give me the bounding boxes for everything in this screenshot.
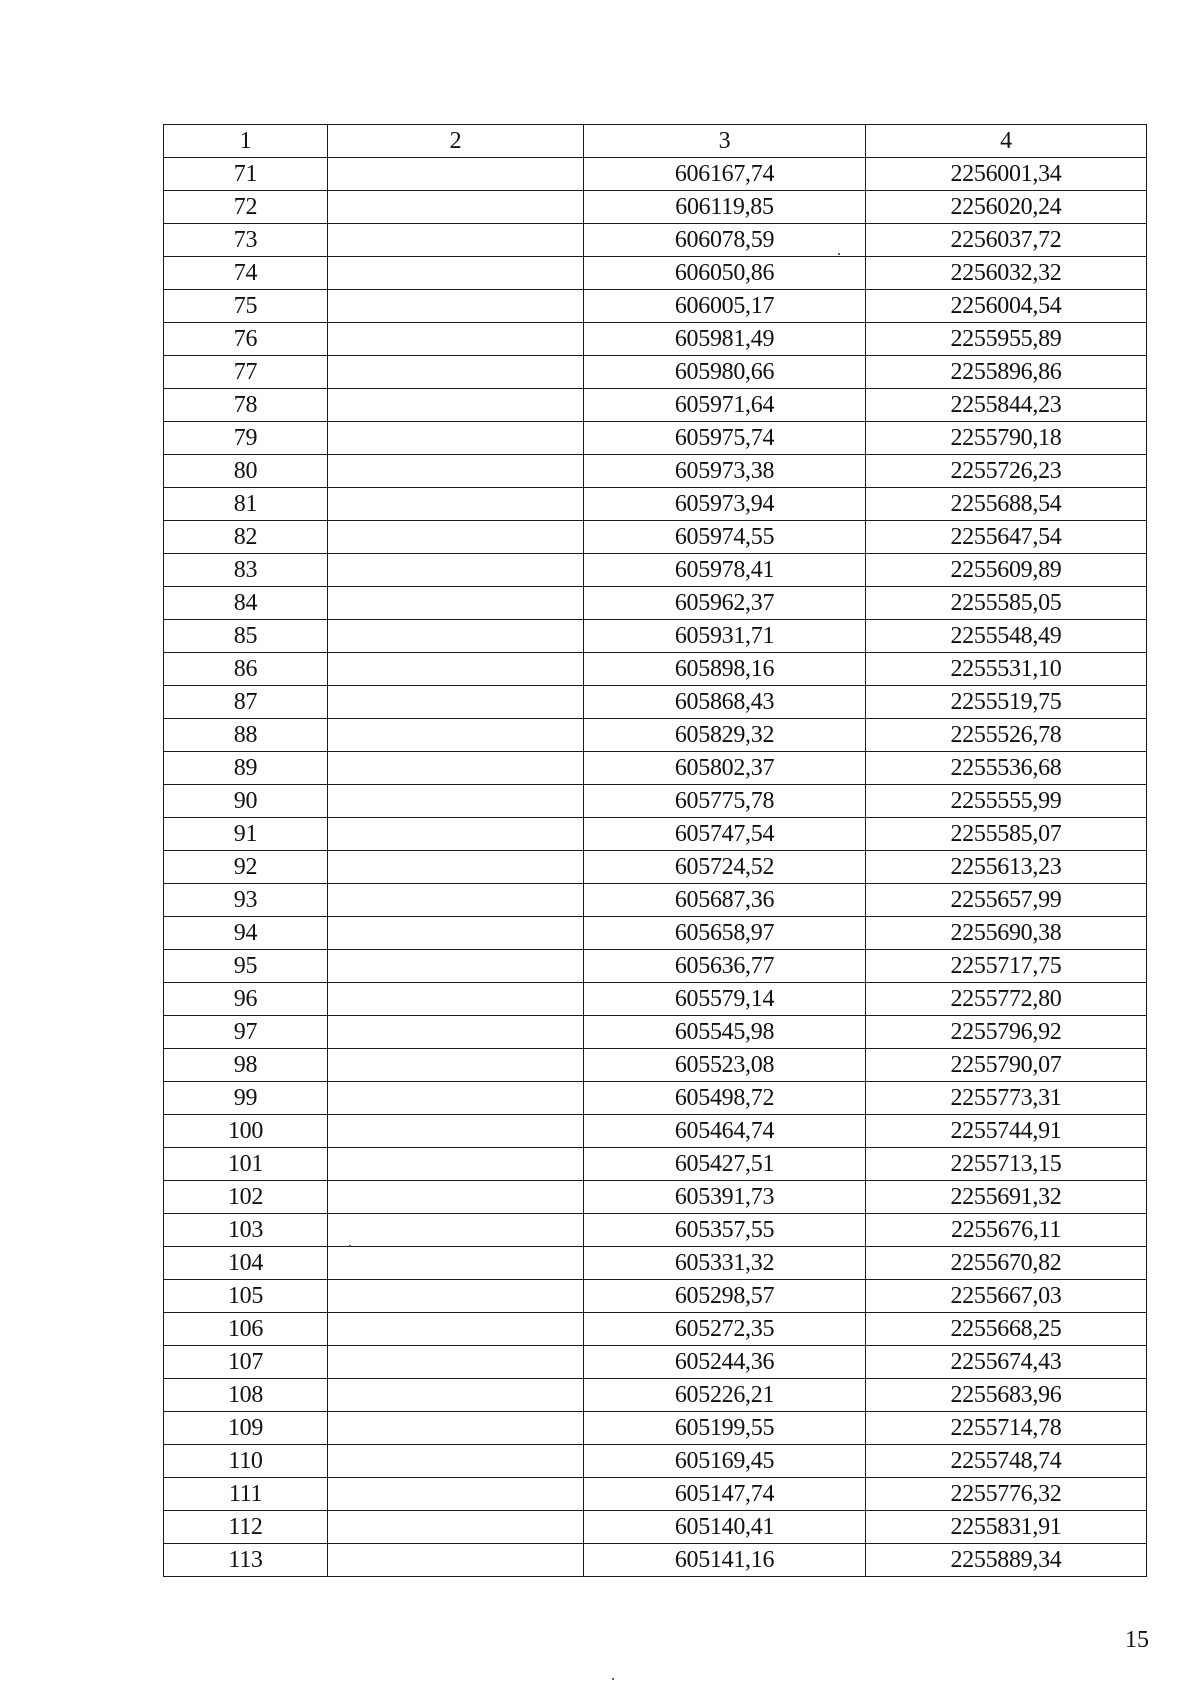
point-number-cell: 86 <box>164 653 328 686</box>
description-cell <box>328 290 584 323</box>
point-number-cell: 81 <box>164 488 328 521</box>
description-cell <box>328 950 584 983</box>
y-coordinate-cell: 2255526,78 <box>866 719 1147 752</box>
point-number-cell: 94 <box>164 917 328 950</box>
y-coordinate-cell: 2255772,80 <box>866 983 1147 1016</box>
y-coordinate-cell: 2255674,43 <box>866 1346 1147 1379</box>
description-cell <box>328 1478 584 1511</box>
y-coordinate-cell: 2255683,96 <box>866 1379 1147 1412</box>
y-coordinate-cell: 2255690,38 <box>866 917 1147 950</box>
coordinates-table <box>163 124 1147 1577</box>
description-cell <box>328 1214 584 1247</box>
table-row <box>164 1412 1147 1445</box>
point-number-cell: 78 <box>164 389 328 422</box>
x-coordinate-cell: 605975,74 <box>584 422 866 455</box>
table-row <box>164 686 1147 719</box>
x-coordinate-cell: 606078,59 <box>584 224 866 257</box>
table-row <box>164 455 1147 488</box>
y-coordinate-cell: 2255657,99 <box>866 884 1147 917</box>
x-coordinate-cell: 605973,38 <box>584 455 866 488</box>
y-coordinate-cell: 2255585,05 <box>866 587 1147 620</box>
table-row <box>164 257 1147 290</box>
y-coordinate-cell: 2255668,25 <box>866 1313 1147 1346</box>
point-number-cell: 109 <box>164 1412 328 1445</box>
table-row <box>164 1082 1147 1115</box>
point-number-cell: 102 <box>164 1181 328 1214</box>
point-number-cell: 100 <box>164 1115 328 1148</box>
description-cell <box>328 719 584 752</box>
table-row <box>164 587 1147 620</box>
y-coordinate-cell: 2255955,89 <box>866 323 1147 356</box>
x-coordinate-cell: 605272,35 <box>584 1313 866 1346</box>
point-number-cell: 107 <box>164 1346 328 1379</box>
y-coordinate-cell: 2255748,74 <box>866 1445 1147 1478</box>
point-number-cell: 90 <box>164 785 328 818</box>
y-coordinate-cell: 2255536,68 <box>866 752 1147 785</box>
description-cell <box>328 554 584 587</box>
table-row <box>164 917 1147 950</box>
y-coordinate-cell: 2256032,32 <box>866 257 1147 290</box>
description-cell <box>328 884 584 917</box>
column-header-2: 2 <box>328 125 584 158</box>
point-number-cell: 110 <box>164 1445 328 1478</box>
y-coordinate-cell: 2255609,89 <box>866 554 1147 587</box>
description-cell <box>328 1313 584 1346</box>
x-coordinate-cell: 605962,37 <box>584 587 866 620</box>
y-coordinate-cell: 2255717,75 <box>866 950 1147 983</box>
x-coordinate-cell: 605427,51 <box>584 1148 866 1181</box>
description-cell <box>328 1115 584 1148</box>
x-coordinate-cell: 606119,85 <box>584 191 866 224</box>
point-number-cell: 74 <box>164 257 328 290</box>
table-row <box>164 422 1147 455</box>
point-number-cell: 84 <box>164 587 328 620</box>
y-coordinate-cell: 2255744,91 <box>866 1115 1147 1148</box>
point-number-cell: 92 <box>164 851 328 884</box>
x-coordinate-cell: 605971,64 <box>584 389 866 422</box>
point-number-cell: 88 <box>164 719 328 752</box>
point-number-cell: 113 <box>164 1544 328 1577</box>
table-row <box>164 653 1147 686</box>
x-coordinate-cell: 605974,55 <box>584 521 866 554</box>
x-coordinate-cell: 605724,52 <box>584 851 866 884</box>
x-coordinate-cell: 605973,94 <box>584 488 866 521</box>
column-header-3: 3 <box>584 125 866 158</box>
y-coordinate-cell: 2255691,32 <box>866 1181 1147 1214</box>
table-row <box>164 1313 1147 1346</box>
point-number-cell: 108 <box>164 1379 328 1412</box>
description-cell <box>328 158 584 191</box>
y-coordinate-cell: 2255647,54 <box>866 521 1147 554</box>
point-number-cell: 75 <box>164 290 328 323</box>
y-coordinate-cell: 2255713,15 <box>866 1148 1147 1181</box>
x-coordinate-cell: 605226,21 <box>584 1379 866 1412</box>
table-row <box>164 1181 1147 1214</box>
point-number-cell: 77 <box>164 356 328 389</box>
description-cell <box>328 785 584 818</box>
y-coordinate-cell: 2255519,75 <box>866 686 1147 719</box>
point-number-cell: 76 <box>164 323 328 356</box>
point-number-cell: 83 <box>164 554 328 587</box>
point-number-cell: 104 <box>164 1247 328 1280</box>
y-coordinate-cell: 2255844,23 <box>866 389 1147 422</box>
x-coordinate-cell: 605658,97 <box>584 917 866 950</box>
x-coordinate-cell: 605298,57 <box>584 1280 866 1313</box>
table-row <box>164 1478 1147 1511</box>
description-cell <box>328 1511 584 1544</box>
description-cell <box>328 1379 584 1412</box>
point-number-cell: 73 <box>164 224 328 257</box>
x-coordinate-cell: 605498,72 <box>584 1082 866 1115</box>
description-cell <box>328 1280 584 1313</box>
description-cell <box>328 389 584 422</box>
x-coordinate-cell: 605391,73 <box>584 1181 866 1214</box>
table-row <box>164 389 1147 422</box>
point-number-cell: 96 <box>164 983 328 1016</box>
page-number: 15 <box>1125 1627 1149 1653</box>
description-cell <box>328 488 584 521</box>
description-cell <box>328 191 584 224</box>
point-number-cell: 95 <box>164 950 328 983</box>
x-coordinate-cell: 605981,49 <box>584 323 866 356</box>
description-cell <box>328 356 584 389</box>
scan-speck <box>838 253 840 255</box>
y-coordinate-cell: 2255555,99 <box>866 785 1147 818</box>
table-row <box>164 1016 1147 1049</box>
x-coordinate-cell: 606005,17 <box>584 290 866 323</box>
table-row <box>164 521 1147 554</box>
table-row <box>164 1544 1147 1577</box>
table-row <box>164 1148 1147 1181</box>
y-coordinate-cell: 2255896,86 <box>866 356 1147 389</box>
y-coordinate-cell: 2255667,03 <box>866 1280 1147 1313</box>
table-row <box>164 983 1147 1016</box>
table-row <box>164 752 1147 785</box>
table-row <box>164 1214 1147 1247</box>
description-cell <box>328 818 584 851</box>
y-coordinate-cell: 2255548,49 <box>866 620 1147 653</box>
point-number-cell: 98 <box>164 1049 328 1082</box>
table-row <box>164 1115 1147 1148</box>
point-number-cell: 111 <box>164 1478 328 1511</box>
y-coordinate-cell: 2255670,82 <box>866 1247 1147 1280</box>
y-coordinate-cell: 2255585,07 <box>866 818 1147 851</box>
point-number-cell: 93 <box>164 884 328 917</box>
table-body <box>164 158 1147 1577</box>
x-coordinate-cell: 605545,98 <box>584 1016 866 1049</box>
description-cell <box>328 422 584 455</box>
table-row <box>164 1346 1147 1379</box>
description-cell <box>328 1445 584 1478</box>
x-coordinate-cell: 605775,78 <box>584 785 866 818</box>
description-cell <box>328 653 584 686</box>
description-cell <box>328 1412 584 1445</box>
x-coordinate-cell: 605244,36 <box>584 1346 866 1379</box>
table-row <box>164 323 1147 356</box>
description-cell <box>328 851 584 884</box>
x-coordinate-cell: 605636,77 <box>584 950 866 983</box>
table-row <box>164 950 1147 983</box>
x-coordinate-cell: 605747,54 <box>584 818 866 851</box>
description-cell <box>328 323 584 356</box>
x-coordinate-cell: 605980,66 <box>584 356 866 389</box>
y-coordinate-cell: 2255889,34 <box>866 1544 1147 1577</box>
description-cell <box>328 521 584 554</box>
point-number-cell: 87 <box>164 686 328 719</box>
table-row <box>164 356 1147 389</box>
x-coordinate-cell: 605829,32 <box>584 719 866 752</box>
point-number-cell: 85 <box>164 620 328 653</box>
x-coordinate-cell: 605802,37 <box>584 752 866 785</box>
x-coordinate-cell: 605169,45 <box>584 1445 866 1478</box>
table-row <box>164 620 1147 653</box>
x-coordinate-cell: 605331,32 <box>584 1247 866 1280</box>
description-cell <box>328 1247 584 1280</box>
table-row <box>164 818 1147 851</box>
point-number-cell: 105 <box>164 1280 328 1313</box>
table-row <box>164 851 1147 884</box>
y-coordinate-cell: 2256004,54 <box>866 290 1147 323</box>
point-number-cell: 71 <box>164 158 328 191</box>
table-row <box>164 488 1147 521</box>
y-coordinate-cell: 2255531,10 <box>866 653 1147 686</box>
description-cell <box>328 1544 584 1577</box>
description-cell <box>328 1082 584 1115</box>
table-row <box>164 884 1147 917</box>
table-row <box>164 1049 1147 1082</box>
y-coordinate-cell: 2255688,54 <box>866 488 1147 521</box>
y-coordinate-cell: 2255773,31 <box>866 1082 1147 1115</box>
x-coordinate-cell: 606050,86 <box>584 257 866 290</box>
y-coordinate-cell: 2256001,34 <box>866 158 1147 191</box>
x-coordinate-cell: 605687,36 <box>584 884 866 917</box>
y-coordinate-cell: 2255790,07 <box>866 1049 1147 1082</box>
table-row <box>164 191 1147 224</box>
x-coordinate-cell: 605357,55 <box>584 1214 866 1247</box>
point-number-cell: 103 <box>164 1214 328 1247</box>
y-coordinate-cell: 2256037,72 <box>866 224 1147 257</box>
point-number-cell: 97 <box>164 1016 328 1049</box>
table-row <box>164 719 1147 752</box>
table-row <box>164 1379 1147 1412</box>
point-number-cell: 72 <box>164 191 328 224</box>
y-coordinate-cell: 2255676,11 <box>866 1214 1147 1247</box>
x-coordinate-cell: 605579,14 <box>584 983 866 1016</box>
point-number-cell: 79 <box>164 422 328 455</box>
description-cell <box>328 1181 584 1214</box>
table-row <box>164 1280 1147 1313</box>
point-number-cell: 99 <box>164 1082 328 1115</box>
x-coordinate-cell: 605147,74 <box>584 1478 866 1511</box>
x-coordinate-cell: 605141,16 <box>584 1544 866 1577</box>
table-row <box>164 290 1147 323</box>
table-row <box>164 1511 1147 1544</box>
description-cell <box>328 1148 584 1181</box>
y-coordinate-cell: 2256020,24 <box>866 191 1147 224</box>
description-cell <box>328 1049 584 1082</box>
x-coordinate-cell: 605523,08 <box>584 1049 866 1082</box>
y-coordinate-cell: 2255796,92 <box>866 1016 1147 1049</box>
description-cell <box>328 1016 584 1049</box>
description-cell <box>328 686 584 719</box>
x-coordinate-cell: 605931,71 <box>584 620 866 653</box>
point-number-cell: 80 <box>164 455 328 488</box>
x-coordinate-cell: 605464,74 <box>584 1115 866 1148</box>
y-coordinate-cell: 2255714,78 <box>866 1412 1147 1445</box>
y-coordinate-cell: 2255831,91 <box>866 1511 1147 1544</box>
description-cell <box>328 455 584 488</box>
description-cell <box>328 257 584 290</box>
table-row <box>164 224 1147 257</box>
point-number-cell: 91 <box>164 818 328 851</box>
description-cell <box>328 752 584 785</box>
description-cell <box>328 917 584 950</box>
table-header-row <box>164 125 1147 158</box>
point-number-cell: 89 <box>164 752 328 785</box>
description-cell <box>328 983 584 1016</box>
column-header-4: 4 <box>866 125 1147 158</box>
y-coordinate-cell: 2255726,23 <box>866 455 1147 488</box>
x-coordinate-cell: 605898,16 <box>584 653 866 686</box>
y-coordinate-cell: 2255790,18 <box>866 422 1147 455</box>
description-cell <box>328 224 584 257</box>
description-cell <box>328 620 584 653</box>
table-row <box>164 158 1147 191</box>
scan-speck <box>349 1245 351 1247</box>
column-header-1: 1 <box>164 125 328 158</box>
x-coordinate-cell: 605199,55 <box>584 1412 866 1445</box>
description-cell <box>328 587 584 620</box>
point-number-cell: 101 <box>164 1148 328 1181</box>
scan-speck <box>612 1678 614 1680</box>
x-coordinate-cell: 605868,43 <box>584 686 866 719</box>
point-number-cell: 82 <box>164 521 328 554</box>
description-cell <box>328 1346 584 1379</box>
x-coordinate-cell: 605978,41 <box>584 554 866 587</box>
table-row <box>164 1247 1147 1280</box>
table-row <box>164 1445 1147 1478</box>
point-number-cell: 112 <box>164 1511 328 1544</box>
x-coordinate-cell: 605140,41 <box>584 1511 866 1544</box>
y-coordinate-cell: 2255776,32 <box>866 1478 1147 1511</box>
table-row <box>164 785 1147 818</box>
y-coordinate-cell: 2255613,23 <box>866 851 1147 884</box>
table-row <box>164 554 1147 587</box>
x-coordinate-cell: 606167,74 <box>584 158 866 191</box>
point-number-cell: 106 <box>164 1313 328 1346</box>
